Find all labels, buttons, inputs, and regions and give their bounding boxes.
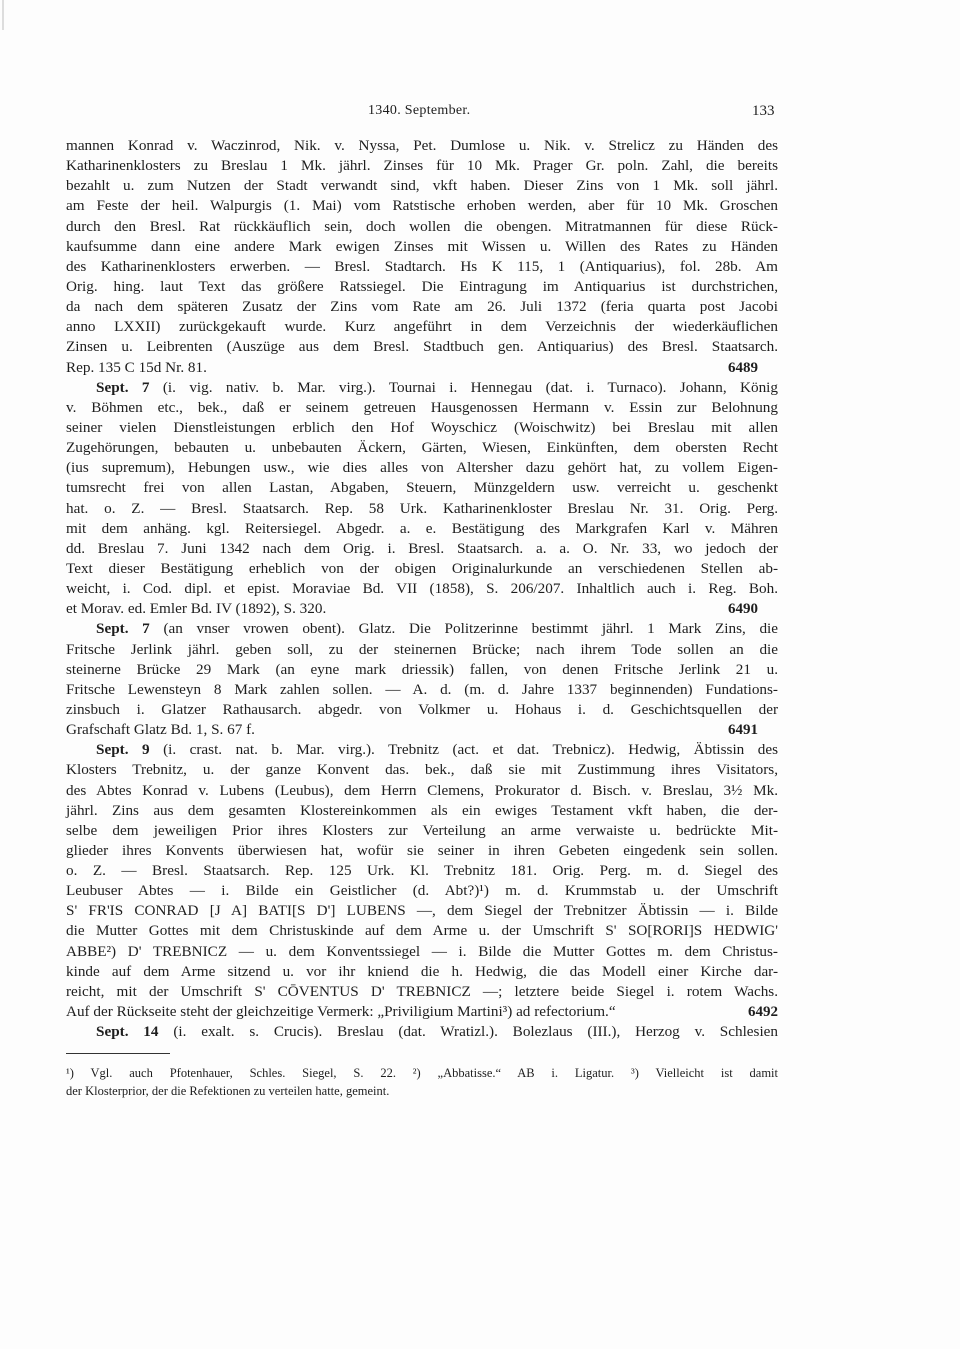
text-line: Text dieser Bestätigung erheblich von der obigen Originalurkunde an verschiedenen Stellen ab-	[66, 559, 778, 577]
footnote-separator	[66, 1053, 170, 1054]
text-line: des Abtes Konrad v. Lubens (Leubus), dem Herrn Clemens, Prokurator d. Bisch. v. Breslau, 3½ Mk.	[66, 781, 778, 799]
text-line: Zugehörungen, bebauten u. unbebauten Äckern, Gärten, Wiesen, Einkünften, dem obersten Recht	[66, 439, 778, 457]
header-title: 1340. September.	[368, 103, 471, 118]
text-line: Klosters Trebnitz, u. der ganze Konvent das. bek., daß sie mit Zustimmung ihres Visitators,	[66, 761, 778, 779]
text-line: steinerne Brücke 29 Mark (an eyne mark driessik) fallen, von denen Fritsche Jerlink 21 u.	[66, 660, 778, 678]
text-line: mit dem anhäng. kgl. Reitersiegel. Abgedr. a. e. Bestätigung des Markgrafen Karl v. Mähren	[66, 519, 778, 537]
text-line: durch den Bresl. Rat rückkäuflich sein, doch wollen die obengen. Mitratmannen für diese Rück-	[66, 217, 778, 235]
entry-heading-line: Sept. 7 (an vnser vrowen obent). Glatz. Die Politzerinne bestimmt jährl. 1 Mark Zins, die	[96, 620, 779, 638]
text-line: v. Böhmen etc., bek., daß er seinem getreuen Hausgenossen Hermann v. Essin zur Belohnung	[66, 398, 778, 416]
text-line: selbe dem jeweiligen Prior ihres Klosters zur Verteilung an arme verwaiste u. bedrückte Mit-	[66, 821, 778, 839]
page-number: 133	[752, 103, 775, 119]
entry-date: Sept. 7	[96, 378, 150, 396]
footnote-line: ¹) Vgl. auch Pfotenhauer, Schles. Siegel, S. 22. ²) „Abbatisse.“ AB i. Ligatur. ³) Vielleicht ist damit	[66, 1066, 778, 1080]
text-line: anno LXXII) zurückgekauft wurde. Kurz angeführt in dem Verzeichnis der wiederkäuflichen	[66, 318, 778, 336]
text-line: (ius supremum), Hebungen usw., wie dies alles von Altersher dazu gehört hat, zu vollem Eigen-	[66, 459, 778, 477]
entry-number: 6489	[728, 359, 758, 376]
entry-end-line: et Morav. ed. Emler Bd. IV (1892), S. 320. 6490	[66, 599, 778, 619]
text-line: seiner vielen Dienstleistungen erblich den Hof Woyschicz (Woischwitz) bei Breslau mit allen	[66, 418, 778, 436]
text-line: dd. Breslau 7. Juni 1342 nach dem Orig. i. Bresl. Staatsarch. a. a. O. Nr. 33, wo jedoch der	[66, 539, 778, 557]
entry-heading-line: Sept. 7 (i. vig. nativ. b. Mar. virg.). Tournai i. Hennegau (dat. i. Turnaco). Johann, König	[96, 378, 778, 396]
text-line: zinsbuch i. Glatzer Rathausarch. abgedr. von Volkmer u. Hohaus i. d. Geschichtsquellen der	[66, 700, 778, 718]
entry-end-line: Grafschaft Glatz Bd. 1, S. 67 f. 6491	[66, 720, 778, 740]
text-line: ABBE²) D' TREBNICZ — u. dem Konventssiegel — i. Bilde die Mutter Gottes m. dem Christus-	[66, 942, 778, 960]
text-line: tumsrecht frei von allen Lastan, Abgaben, Steuern, Münzgeldern usw. verreicht u. geschenkt	[66, 479, 778, 497]
text-line: Zinsen u. Leibrenten (Auszüge aus dem Bresl. Stadtbuch gen. Antiquarius) des Bresl. Staatsarch.	[66, 338, 778, 356]
running-header	[0, 103, 960, 125]
entry-date: Sept. 14	[96, 1023, 159, 1041]
entry-end-line: Auf der Rückseite steht der gleichzeitige Vermerk: „Priviligium Martini³) ad refectorium.“ 6492	[66, 1002, 778, 1022]
text-line: des Katharinenklosters erwerben. — Bresl. Stadtarch. Hs K 115, 1 (Antiquarius), fol. 28b. Am	[66, 257, 778, 275]
text-line: S' FR'IS CONRAD [J A] BATI[S D'] LUBENS —, dem Siegel der Trebnitzer Äbtissin — i. Bilde	[66, 902, 778, 920]
document-body	[66, 136, 778, 1042]
footnotes	[66, 1064, 778, 1100]
text-line: glieder ihres Konvents überwiesen hat, wofür sie seiner in ihren Gebeten eingedenk sein sollen.	[66, 841, 778, 859]
text-line: Katharinenklosters zu Breslau 1 Mk. jährl. Zinses für 10 Mk. Prager Gr. poln. Zahl, die bereits	[66, 157, 778, 175]
entry-number: 6490	[728, 601, 758, 618]
entry-number: 6491	[728, 722, 758, 739]
text-line: jährl. Zins aus dem gesamten Klostereinkommen als ein ewiges Testament vkft haben, die der-	[66, 801, 778, 819]
text-line: die Mutter Gottes mit dem Christuskinde auf dem Arme u. der Umschrift S' SO[RORI]S HEDWIG'	[66, 922, 778, 940]
entry-end-line: Rep. 135 C 15d Nr. 81. 6489	[66, 358, 778, 378]
entry-number: 6492	[748, 1004, 778, 1021]
text-line: Orig. hing. laut Text das größere Ratssiegel. Die Eintragung im Antiquarius ist durchstrichen,	[66, 277, 778, 295]
text-line: hat. o. Z. — Bresl. Staatsarch. Rep. 58 Urk. Katharinenkloster Breslau Nr. 31. Orig. Perg.	[66, 499, 778, 517]
text-line: Fritsche Lewensteyn 8 Mark zahlen sollen. — A. d. (m. d. Jahre 1337 beginnenden) Fundations-	[66, 680, 778, 698]
entry-date: Sept. 9	[96, 741, 150, 759]
text-line: mannen Konrad v. Waczinrod, Nik. v. Nyssa, Pet. Dumlose u. Nik. v. Strelicz zu Händen des	[66, 137, 778, 154]
text-line: Fritsche Jerlink jährl. geben soll, zu der steinernen Brücke; nach ihrem Tode sollen an die	[66, 640, 778, 658]
text-line: da nach dem späteren Zusatz der Zins vom Rate am 26. Juli 1372 (feria quarta post Jacobi	[66, 298, 778, 316]
text-line: Leubuser Abtes — i. Bilde ein Geistlicher (d. Abt?)¹) m. d. Krummstab u. der Umschrift	[66, 882, 778, 900]
entry-heading-line: Sept. 9 (i. crast. nat. b. Mar. virg.). Trebnitz (act. et dat. Trebnicz). Hedwig, Äbtissin des	[96, 741, 778, 759]
scan-edge-mark	[2, 0, 18, 30]
text-line: kinde auf dem Arme sitzend u. vor ihr kniend die h. Hedwig, die das Modell einer Kirche dar-	[66, 962, 778, 980]
text-line: weicht, i. Cod. dipl. et epist. Moraviae Bd. VII (1858), S. 206/207. Inhaltlich auch i. Reg. Boh.	[66, 580, 778, 598]
footnote-line: der Klosterprior, der die Refektionen zu verteilen hatte, gemeint.	[66, 1084, 390, 1098]
text-line: bezahlt u. zum Nutzen der Stadt verwandt sind, vkft haben. Dieser Zins von 1 Mk. soll jährl.	[66, 177, 778, 195]
entry-date: Sept. 7	[96, 620, 150, 638]
entry-heading-line: Sept. 14 (i. exalt. s. Crucis). Breslau (dat. Wratizl.). Bolezlaus (III.), Herzog v. Schlesien	[96, 1023, 779, 1041]
text-line: reicht, mit der Umschrift S' CŌVENTUS D' TREBNICZ —; letztere beide Siegel i. rotem Wachs.	[66, 982, 778, 1000]
text-line: kaufsumme dann eine andere Mark ewigen Zinses mit Wissen u. Willen des Rates zu Händen	[66, 237, 778, 255]
text-line: o. Z. — Bresl. Staatsarch. Rep. 125 Urk. Kl. Trebnitz 181. Orig. Perg. m. d. Siegel des	[66, 862, 778, 880]
text-line: am Feste der heil. Walpurgis (1. Mai) vom Ratstische erhoben werden, aber für 10 Mk. Groschen	[66, 197, 778, 215]
